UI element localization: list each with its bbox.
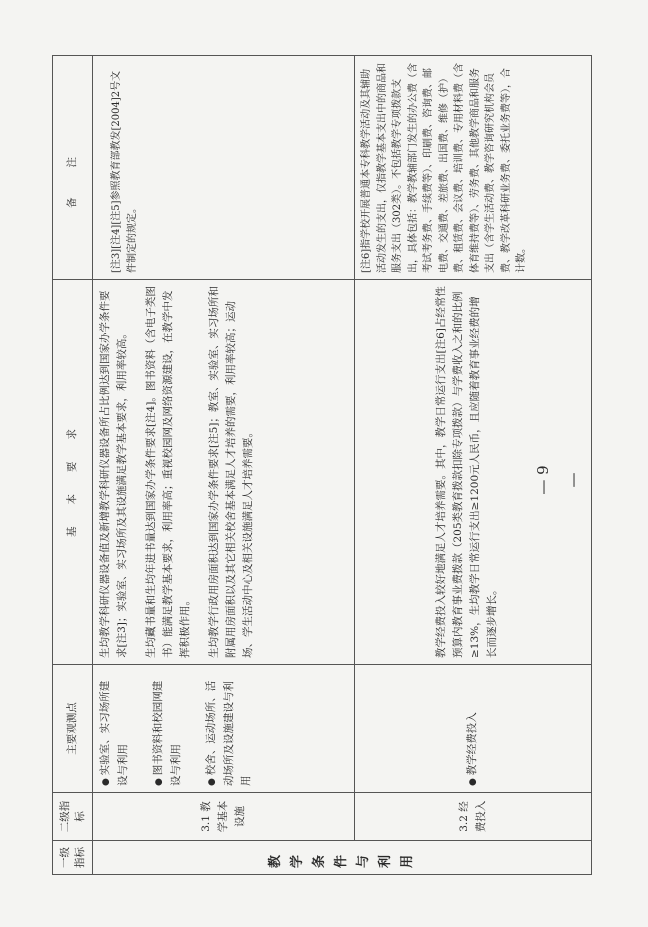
requirement-text: 生均藏书量和生均年进书量达到国家办学条件要求[注4]。图书资料（含电子类图书）能满足教学基本要求，利用率高；重视校园网及网络资源建设，在教学中发挥积极作用。 [145,286,191,658]
header-points: 主要观测点 [53,665,93,793]
observation-points [93,665,355,793]
level2-indicator: 3.2 经费投入 [355,793,592,841]
note-cell: [注6]指学校开展普通本专科教学活动及其辅助活动发生的支出，仅指教学基本支出中的商品和服务支出（302类）。不包括教学专项拨款支出，具体包括：教学教辅部门发生的办公费（含考试考务费、手续费等）、印刷费、咨询费、邮电费、交通费、差旅费、出国费、维修（护）费、租赁费、会议费、培训费、专用材料费（含体育维持费等）、劳务费、其他教学商品和服务支出（含学生活动费、教学咨询研究机构会员费、教学改革科研业务费、委托业务费等），合计数。 [355,56,592,280]
list-item: ● 教学经费投入 [466,712,478,786]
list-item: ● 实验室、实习场所建设与利用 [99,680,129,786]
header-requirements: 基本要求 [53,280,93,665]
requirement-text: 生均教学科研仪器设备值及新增教学科研仪器设备所占比例达到国家办学条件要求[注3]；实验室、实习场所及其设施满足教学基本要求，利用率较高。 [99,290,128,658]
note-cell: [注3][注4][注5]参照教育部教发[2004]2号文件制定的规定。 [93,56,355,280]
bullet-icon: ● [468,775,478,786]
bullet-icon: ● [154,775,164,786]
header-row [53,56,93,875]
observation-points [355,665,592,793]
header-notes: 备注 [53,56,93,280]
header-level2: 二级指标 [53,793,93,841]
requirement-text: 教学经费投入较好地满足人才培养需要。其中，教学日常运行支出[注6]占经常性预算内教育事业费拨款（205类教育拨款扣除专项拨款）与学费收入之和的比例≥13%，生均教学日常运行支出≥1200元人民币，且应随着教育事业经费的增长而逐步增长。 [435,286,498,658]
list-item: ● 校舍、运动场所、活动场所及设施建设与利用 [205,680,252,786]
page-number: — 9 — [534,465,582,495]
list-item: ● 图书资料和校园网建设与利用 [152,680,182,786]
level1-indicator: 教学条件与利用 [93,841,592,875]
table-row [93,56,355,875]
bullet-icon: ● [207,775,217,786]
rotated-page-content [52,55,592,875]
indicator-table [52,55,592,875]
requirement-text: 生均教学行政用房面积达到国家办学条件要求[注5]；教室、实验室、实习场所和附属用房面积以及其它相关校舍基本满足人才培养的需要，利用率较高；运动场、学生活动中心及相关设施满足人才培养需要。 [208,286,254,658]
header-level1: 一级指标 [53,841,93,875]
bullet-icon: ● [101,775,111,786]
requirements-cell [93,280,355,665]
level2-indicator: 3.1 教学基本设施 [93,793,355,841]
